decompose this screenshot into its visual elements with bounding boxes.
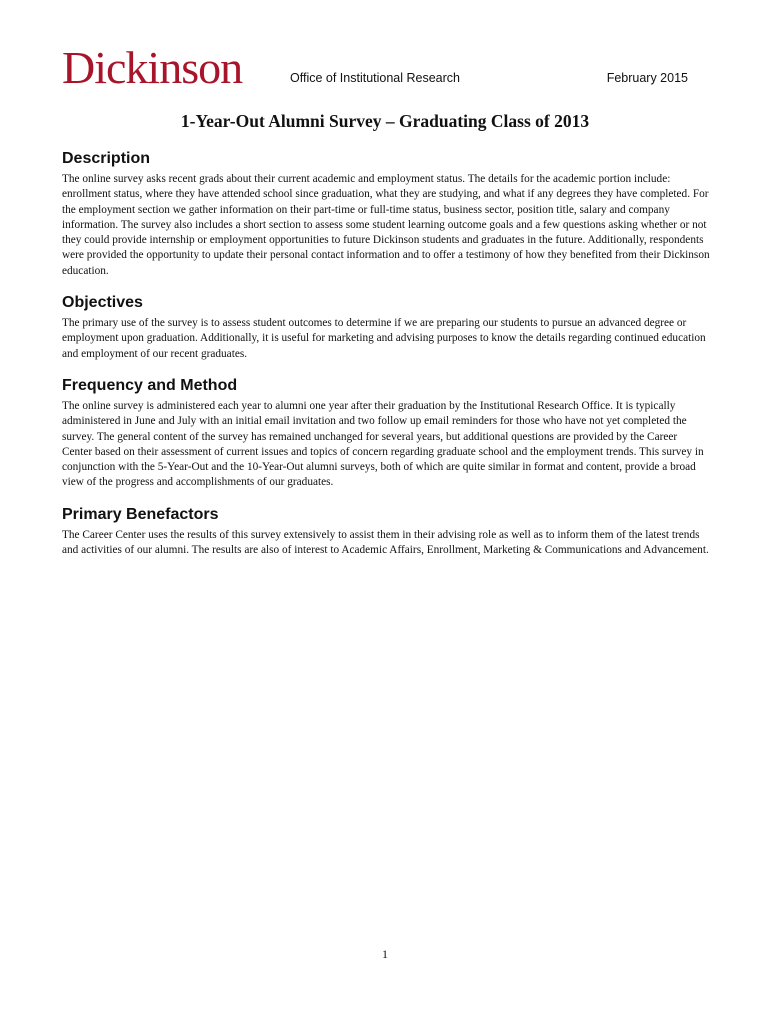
document-title: 1-Year-Out Alumni Survey – Graduating Class of 2013 (180, 111, 590, 131)
document-body (62, 150, 710, 573)
report-date: February 2015 (606, 71, 688, 85)
section-body: The online survey asks recent grads about their current academic and employment status. The details for the academic portion include: enrollment status, where they have attended school since graduation, what they are studying, and what if any degrees they have completed. For the employment section we gather information on their part-time or full-time status, business sector, position title, salary and company information. The survey also includes a short section to assess some student learning outcome goals and a few questions asking whether or not they could provide internship or employment opportunities to future Dickinson students and graduates in the future. Additionally, respondents were provided the opportunity to update their personal contact information and to offer a testimony of how they benefited from their Dickinson education. (62, 173, 710, 277)
section-heading: Description (62, 150, 151, 167)
page-number: 1 (382, 947, 388, 961)
section-body: The Career Center uses the results of this survey extensively to assist them in their advising role as well as to inform them of the latest trends and activities of our alumni. The results are also of interest to Academic Affairs, Enrollment, Marketing & Communications and Advancement. (62, 528, 709, 557)
section-heading: Primary Benefactors (62, 505, 219, 523)
section-body: The online survey is administered each year to alumni one year after their graduation by the Institutional Research Office. It is typically administered in June and July with an initial email invitation and two follow up email reminders for those who have not yet completed the survey. The general content of the survey has remained unchanged for several years, but additional questions are provided by the Career Center based on their assessment of current issues and topics of concern regarding graduate school and the employment trends. This survey in conjunction with the 5-Year-Out and the 10-Year-Out alumni surveys, both of which are quite similar in format and content, provide a broad view of the progress and accomplishments of our graduates. (62, 399, 704, 489)
dickinson-logo: Dickinson (62, 42, 243, 93)
office-name: Office of Institutional Research (290, 71, 460, 85)
section-description (62, 150, 710, 279)
section-body: The primary use of the survey is to assess student outcomes to determine if we are preparing our students to pursue an advanced degree or employment upon graduation. Additionally, it is useful for marketing and advising purposes to know the details regarding continued education and employment of our recent graduates. (62, 317, 706, 360)
section-objectives (62, 294, 710, 362)
section-heading: Objectives (62, 294, 143, 312)
section-heading: Frequency and Method (62, 376, 238, 394)
section-frequency-and-method (62, 377, 710, 491)
section-primary-benefactors (62, 506, 710, 559)
